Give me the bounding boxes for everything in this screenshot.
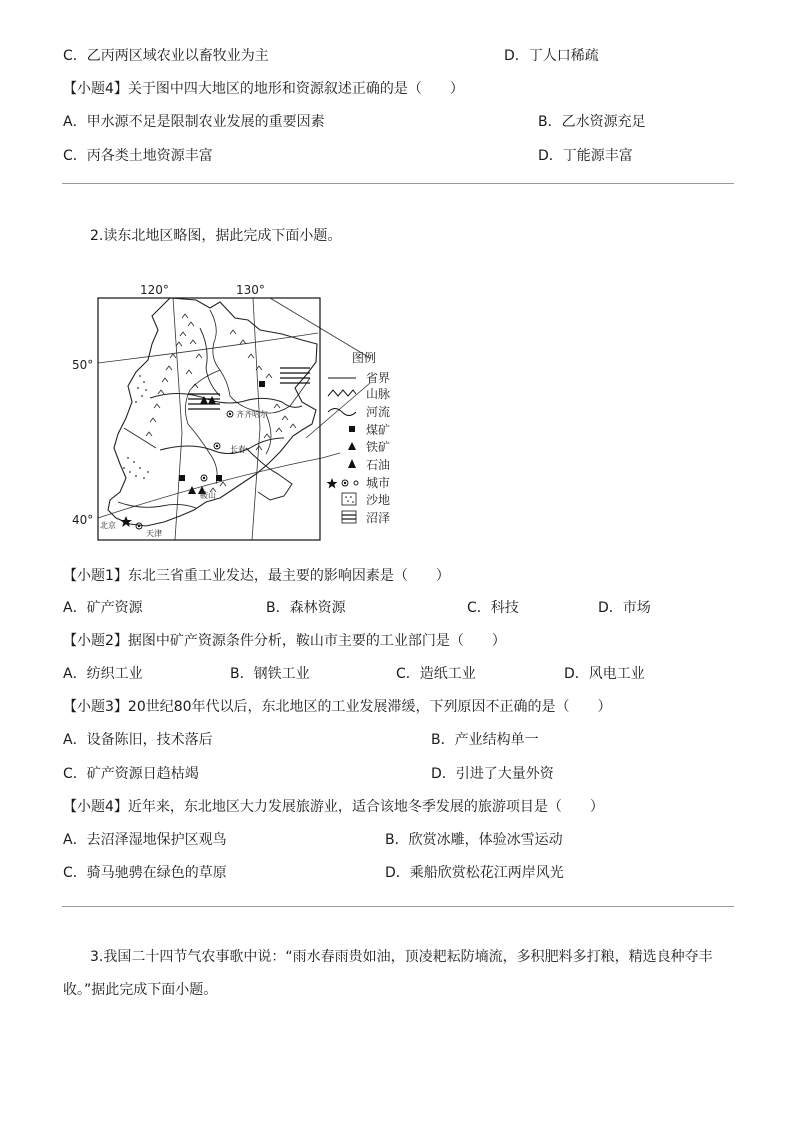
sub4-option-c: C．骑马驰骋在绿色的草原 [63,865,227,881]
sub3-option-d: D．引进了大量外资 [431,766,554,782]
longitude-label-120: 120° [140,283,169,297]
question3-line2: 收。”据此完成下面小题。 [63,982,218,998]
latitude-label-50: 50° [72,358,94,372]
legend-item-province-border: 省界 [366,371,391,385]
oil-icon [348,459,356,468]
q4-option-b: B．乙水资源充足 [538,114,646,130]
section-divider-2 [62,906,734,907]
city-label-changchun: 长春 [230,445,246,454]
sub2-option-a: A．纺织工业 [63,666,143,682]
marsh-icon [342,511,356,523]
longitude-label-130: 130° [236,283,265,297]
sub1-stem: 【小题1】东北三省重工业发达，最主要的影响因素是（ ） [63,568,450,584]
sub3-option-b: B．产业结构单一 [431,732,539,748]
sub2-stem: 【小题2】据图中矿产资源条件分析，鞍山市主要的工业部门是（ ） [63,633,506,649]
northeast-china-map [70,278,410,543]
map-legend [327,350,391,525]
mountain-icon [328,390,356,396]
iron-ore-icon [348,442,356,450]
city-icon [327,478,359,489]
legend-item-mountain: 山脉 [366,387,391,401]
sub2-option-d: D．风电工业 [564,666,645,682]
sandy-land-icon [342,493,356,505]
sub3-stem: 【小题3】20世纪80年代以后，东北地区的工业发展滞缓，下列原因不正确的是（ ） [63,699,612,715]
city-label-beijing: 北京 [100,521,116,530]
sub4-option-b: B．欣赏冰雕，体验冰雪运动 [385,832,563,848]
legend-item-sandy-land: 沙地 [366,493,391,507]
section-divider [62,183,734,184]
sub1-option-d: D．市场 [598,600,651,616]
city-label-tianjin: 天津 [146,529,162,538]
question3-line1: 3.我国二十四节气农事歌中说：“雨水春雨贵如油，顶凌耙耘防墒流，多积肥料多打粮，精选良种夺丰 [90,949,713,965]
sub3-option-c: C．矿产资源日趋枯竭 [63,766,199,782]
sub1-option-c: C．科技 [467,600,519,616]
q4-stem: 【小题4】关于图中四大地区的地形和资源叙述正确的是（ ） [63,81,464,97]
q4-option-d: D．丁能源丰富 [538,148,633,164]
legend-item-marsh: 沼泽 [366,511,391,525]
sub2-option-c: C．造纸工业 [396,666,476,682]
legend-item-coal: 煤矿 [366,423,391,437]
latitude-label-40: 40° [72,513,94,527]
sub2-option-b: B．钢铁工业 [230,666,310,682]
coal-mine-icon [349,426,355,432]
q3-option-d: D．丁人口稀疏 [504,48,599,64]
sub3-option-a: A．设备陈旧，技术落后 [63,732,213,748]
q4-option-a: A．甲水源不足是限制农业发展的重要因素 [63,114,325,130]
legend-item-river: 河流 [366,405,391,419]
sub4-option-d: D．乘船欣赏松花江两岸风光 [385,865,564,881]
legend-item-city: 城市 [366,476,391,490]
sub4-stem: 【小题4】近年来，东北地区大力发展旅游业，适合该地冬季发展的旅游项目是（ ） [63,799,604,815]
question2-intro: 2.读东北地区略图，据此完成下面小题。 [90,228,342,244]
legend-title: 图例 [352,351,377,365]
river-icon [328,409,356,416]
sub4-option-a: A．去沼泽湿地保护区观鸟 [63,832,227,848]
city-label-qiqihar: 齐齐哈尔 [236,410,268,419]
legend-item-iron: 铁矿 [366,440,391,454]
q4-option-c: C．丙各类土地资源丰富 [63,148,213,164]
city-label-anshan: 鞍山 [200,491,216,500]
legend-item-oil: 石油 [366,458,391,472]
q3-option-c: C．乙丙两区域农业以畜牧业为主 [63,48,269,64]
sub1-option-a: A．矿产资源 [63,600,143,616]
sub1-option-b: B．森林资源 [266,600,346,616]
